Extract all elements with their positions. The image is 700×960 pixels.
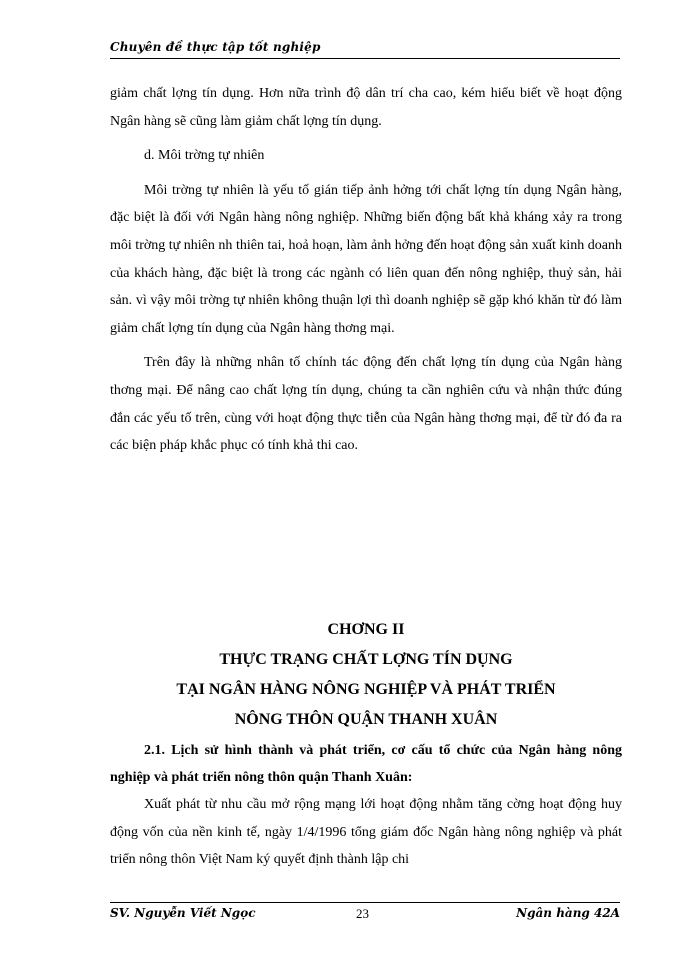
chapter-title-line-2: TẠI NGÂN HÀNG NÔNG NGHIỆP VÀ PHÁT TRIỂN [176, 681, 556, 698]
paragraph-3: Môi trờng tự nhiên là yếu tố gián tiếp ảnh hởng tới chất lợng tín dụng Ngân hàng, đặc biệt là đối với Ngân hàng nông nghiệp. Những biến động bất khả kháng xảy ra trong môi trờng tự nhiên nh thiên tai, hoả hoạn, làm ảnh hởng đến hoạt động sản xuất kinh doanh của khách hàng, đặc biệt là trong các ngành có liên quan đến nông nghiệp, thuỷ sản, hải sản. vì vậy môi trờng tự nhiên không thuận lợi thì doanh nghiệp sẽ gặp khó khăn từ đó làm giảm chất lợng tín dụng của Ngân hàng thơng mại. [110, 182, 622, 336]
paragraph-1: giảm chất lợng tín dụng. Hơn nữa trình độ dân trí cha cao, kém hiểu biết về hoạt động Ngân hàng sẽ cũng làm giảm chất lợng tín dụng. [110, 86, 622, 129]
footer-class: Ngân hàng 42A [516, 906, 620, 920]
chapter-heading [110, 615, 622, 735]
footer-rule [110, 902, 620, 903]
body-text [110, 80, 622, 460]
chapter-title-line-1: THỰC TRẠNG CHẤT LỢNG TÍN DỤNG [219, 651, 513, 668]
footer-author: SV. Nguyễn Viết Ngọc [110, 906, 256, 920]
paragraph-4: Trên đây là những nhân tố chính tác động đến chất lợng tín dụng của Ngân hàng thơng mại. Để nâng cao chất lợng tín dụng, chúng ta cần nghiên cứu và nhận thức đúng đắn các yếu tố trên, cùng với hoạt động thực tiễn của Ngân hàng thơng mại, để từ đó đa ra các biện pháp khắc phục có tính khả thi cao. [110, 355, 622, 454]
page-number: 23 [356, 906, 369, 921]
section-heading-2-1: 2.1. Lịch sử hình thành và phát triển, cơ cấu tổ chức của Ngân hàng nông nghiệp và phát triển nông thôn quận Thanh Xuân: [110, 743, 622, 785]
chapter-title-line-3: NÔNG THÔN QUẬN THANH XUÂN [234, 711, 498, 728]
page-header-title: Chuyên đề thực tập tốt nghiệp [110, 40, 321, 54]
chapter-label: CHƠNG II [327, 621, 405, 638]
section-paragraph: Xuất phát từ nhu cầu mở rộng mạng lới hoạt động nhằm tăng cờng hoạt động huy động vốn của nền kinh tế, ngày 1/4/1996 tổng giám đốc Ngân hàng nông nghiệp và phát triển nông thôn Việt Nam ký quyết định thành lập chi [110, 797, 622, 867]
header-rule [110, 58, 620, 59]
subsection-heading-d: d. Môi trờng tự nhiên [144, 148, 265, 164]
